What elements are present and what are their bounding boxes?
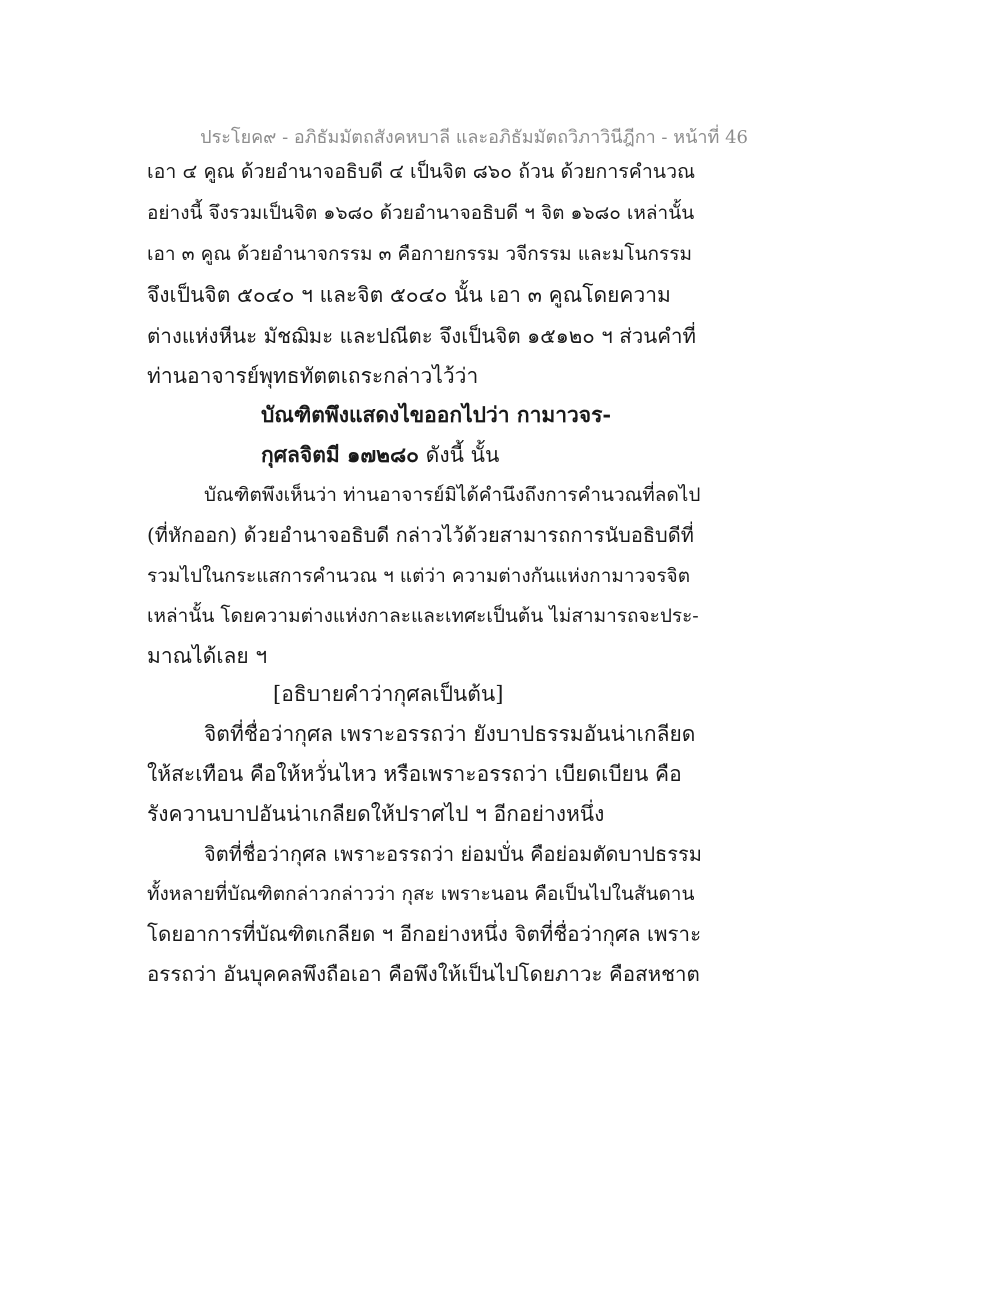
paragraph-line: รวมไปในกระแสการคำนวณ ฯ แต่ว่า ความต่างกันแห่งกามาวจรจิต xyxy=(147,565,691,587)
text-line: เอา ๔ คูณ ด้วยอำนาจอธิบดี ๔ เป็นจิต ๘๖๐ ถ้วน ด้วยการคำนวณ xyxy=(147,160,696,183)
quote-line: บัณฑิตพึงแสดงไขออกไปว่า กามาวจร- xyxy=(261,402,612,427)
paragraph-line: มาณได้เลย ฯ xyxy=(147,644,268,668)
paragraph-line: ให้สะเทือน คือให้หวั่นไหว หรือเพราะอรรถว่า เบียดเบียน คือ xyxy=(147,762,682,786)
quote-line-rest: ดังนี้ นั้น xyxy=(419,443,500,467)
paragraph-line: จิตที่ชื่อว่ากุศล เพราะอรรถว่า ยังบาปธรรมอันน่าเกลียด xyxy=(204,722,696,746)
paragraph-line: ทั้งหลายที่บัณฑิตกล่าวกล่าวว่า กุสะ เพราะนอน คือเป็นไปในสันดาน xyxy=(147,883,695,905)
text-line: ต่างแห่งหีนะ มัชฌิมะ และปณีตะ จึงเป็นจิต ๑๕๑๒๐ ฯ ส่วนคำที่ xyxy=(147,324,697,348)
text-line: อย่างนี้ จึงรวมเป็นจิต ๑๖๘๐ ด้วยอำนาจอธิบดี ฯ จิต ๑๖๘๐ เหล่านั้น xyxy=(147,202,695,224)
paragraph-line: บัณฑิตพึงเห็นว่า ท่านอาจารย์มิได้คำนึงถึงการคำนวณที่ลดไป xyxy=(204,484,701,506)
paragraph-line: เหล่านั้น โดยความต่างแห่งกาละและเทศะเป็นต้น ไม่สามารถจะประ- xyxy=(147,605,699,627)
text-line: จึงเป็นจิต ๕๐๔๐ ฯ และจิต ๕๐๔๐ นั้น เอา ๓ คูณโดยความ xyxy=(147,283,671,307)
paragraph-line: รังควานบาปอันน่าเกลียดให้ปราศไป ฯ อีกอย่างหนึ่ง xyxy=(147,802,605,826)
paragraph-line: อรรถว่า อันบุคคลพึงถือเอา คือพึงให้เป็นไปโดยภาวะ คือสหชาต xyxy=(147,962,700,986)
text-line: ท่านอาจารย์พุทธทัตตเถระกล่าวไว้ว่า xyxy=(147,364,479,388)
paragraph-line: (ที่หักออก) ด้วยอำนาจอธิบดี กล่าวไว้ด้วยสามารถการนับอธิบดีที่ xyxy=(147,523,694,547)
quote-line-bold-part: กุศลจิตมี ๑๗๒๘๐ xyxy=(261,442,419,467)
paragraph-line: จิตที่ชื่อว่ากุศล เพราะอรรถว่า ย่อมบั่น คือย่อมตัดบาปธรรม xyxy=(204,842,702,866)
text-line: เอา ๓ คูณ ด้วยอำนาจกรรม ๓ คือกายกรรม วจีกรรม และมโนกรรม xyxy=(147,243,692,265)
paragraph-line: โดยอาการที่บัณฑิตเกลียด ฯ อีกอย่างหนึ่ง จิตที่ชื่อว่ากุศล เพราะ xyxy=(147,922,702,946)
running-header: ประโยค๙ - อภิธัมมัตถสังคหบาลี และอภิธัมมัตถวิภาวินีฎีกา - หน้าที่ 46 xyxy=(200,127,748,148)
section-heading: [อธิบายคำว่ากุศลเป็นต้น] xyxy=(273,682,504,706)
quote-line xyxy=(261,441,499,469)
